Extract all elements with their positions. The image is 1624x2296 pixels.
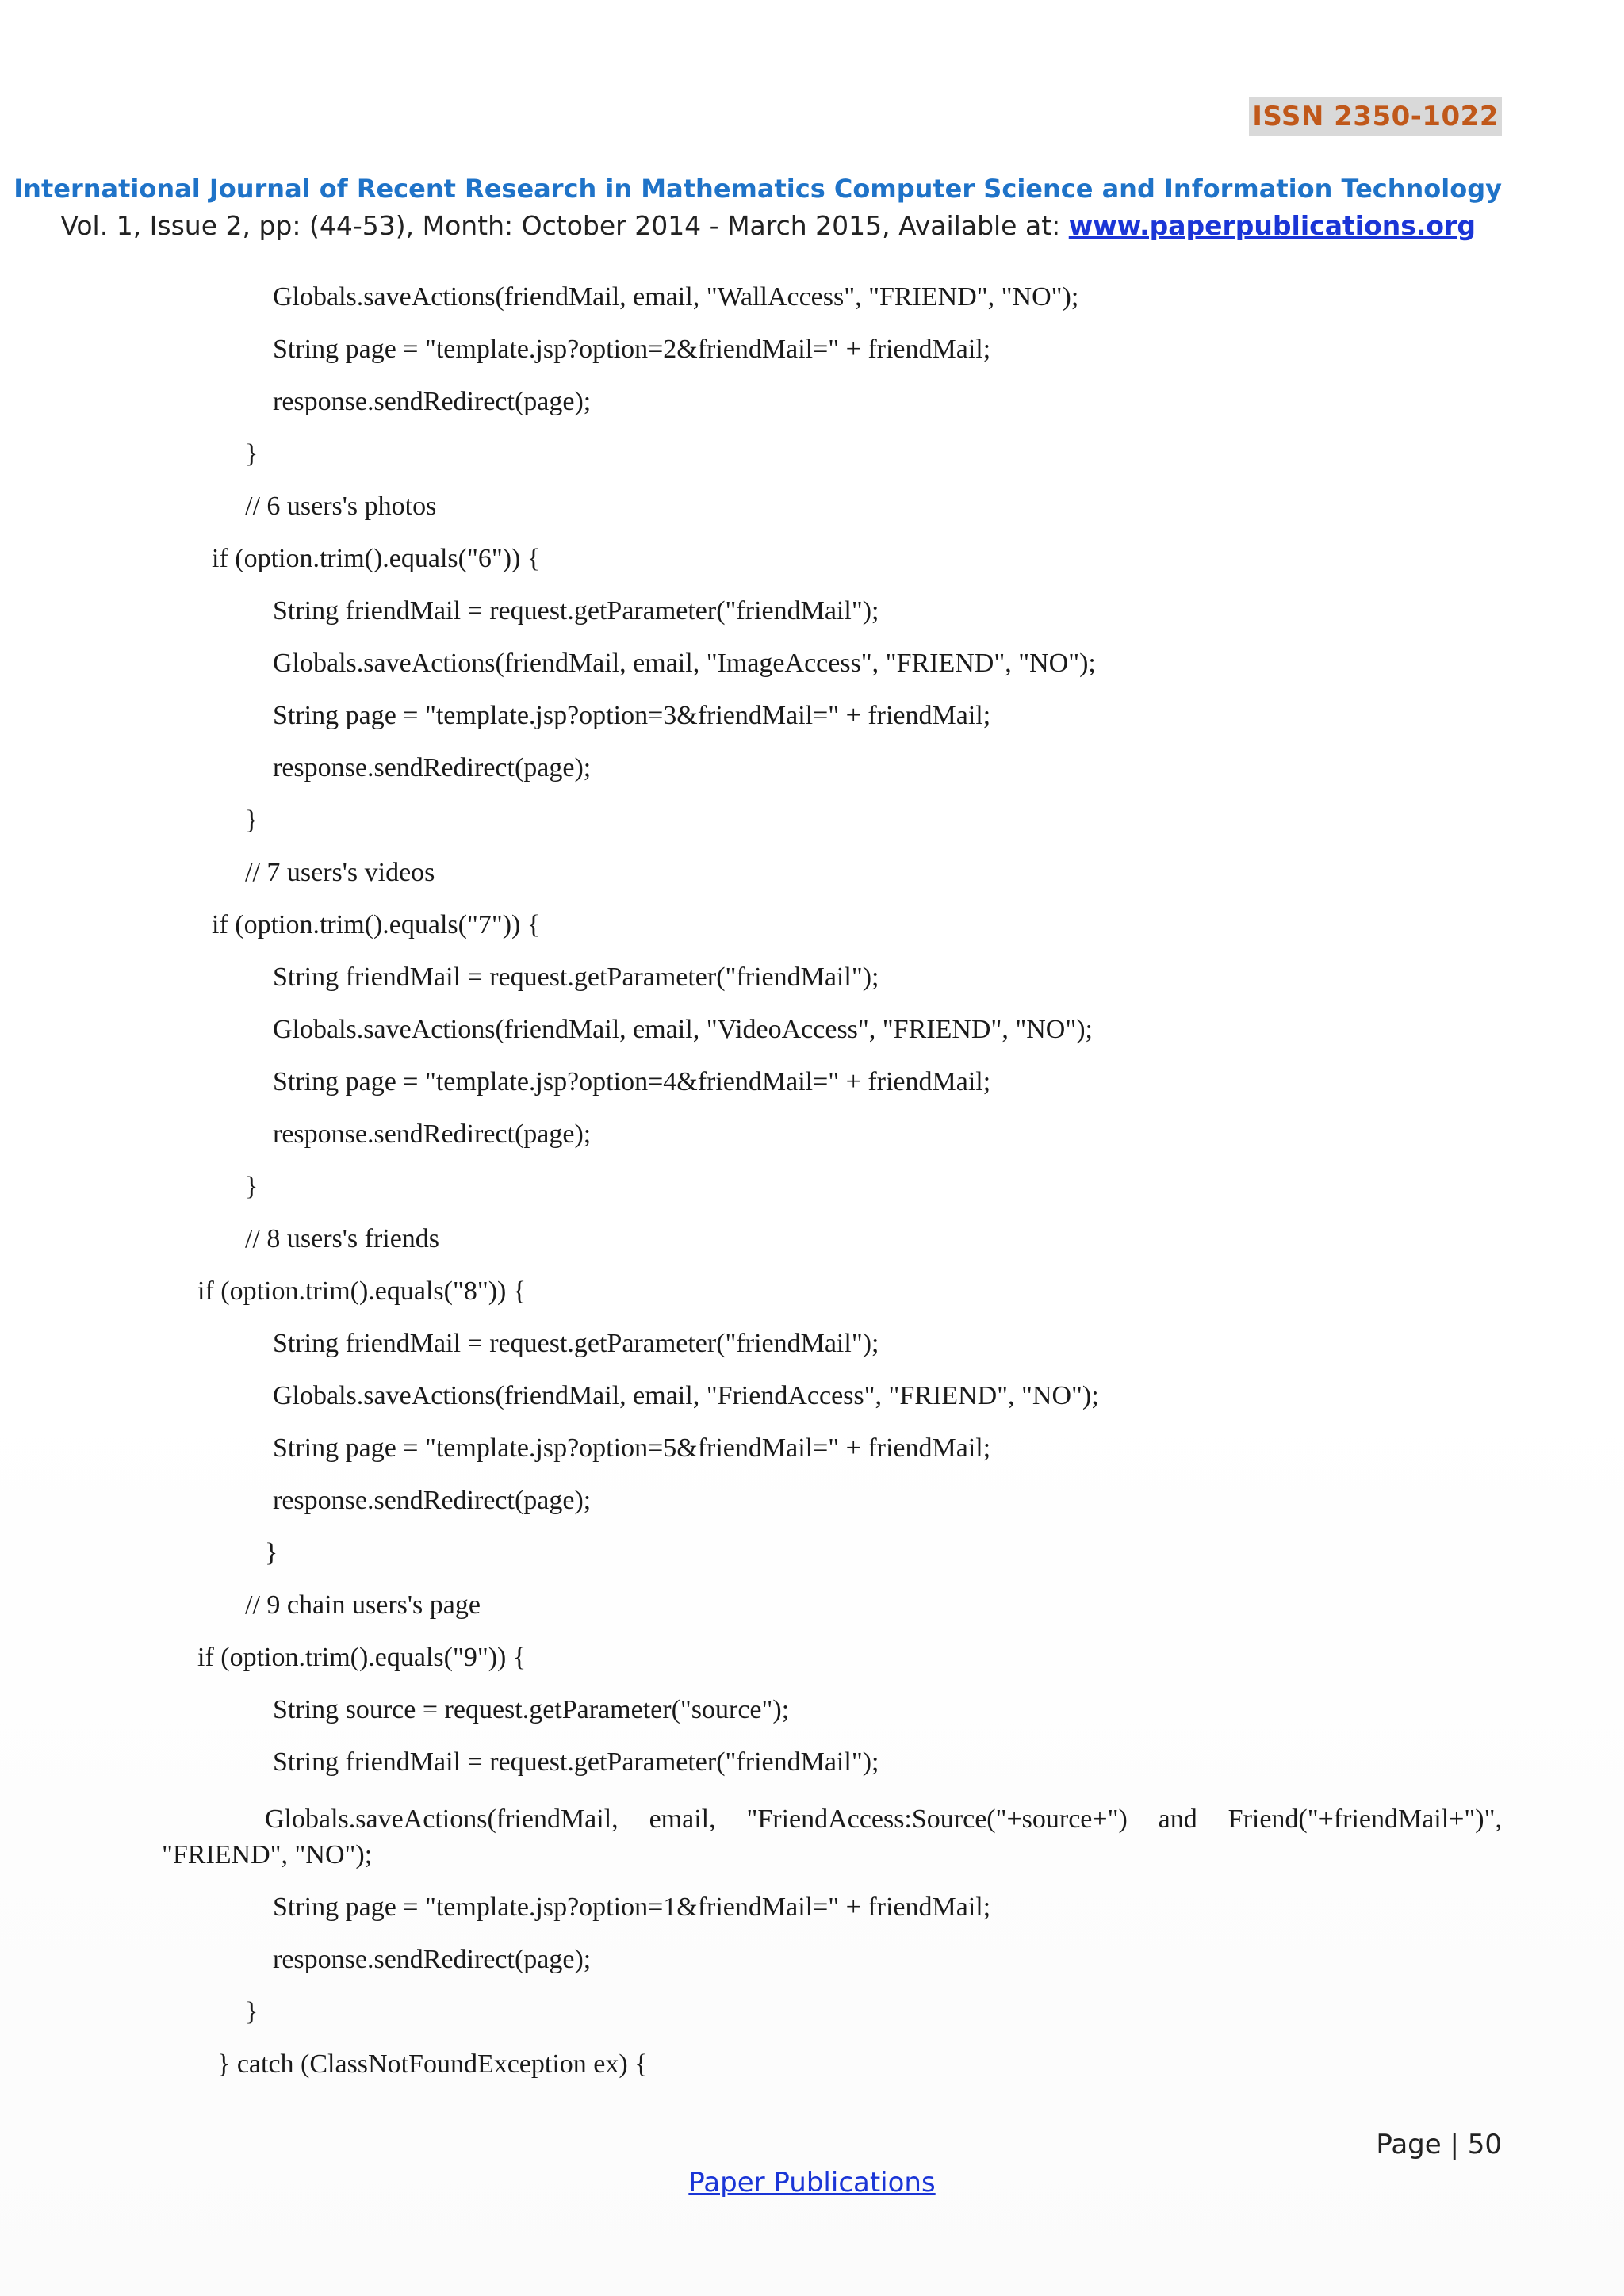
code-comment: // 6 users's photos [245, 492, 437, 521]
code-line: } [245, 1172, 259, 1201]
code-line: if (option.trim().equals("8")) { [197, 1276, 527, 1306]
code-line: } catch (ClassNotFoundException ex) { [217, 2049, 648, 2079]
code-token: email, [649, 1804, 716, 1834]
code-line: String friendMail = request.getParameter("friendMail"); [273, 596, 879, 626]
code-line: Globals.saveActions(friendMail, email, "FriendAccess", "FRIEND", "NO"); [273, 1381, 1099, 1410]
code-line: String page = "template.jsp?option=1&friendMail=" + friendMail; [273, 1892, 991, 1922]
wrapped-code-continuation: "FRIEND", "NO"); [162, 1840, 373, 1869]
issn-label: ISSN 2350-1022 [1249, 97, 1502, 136]
code-line: String page = "template.jsp?option=5&friendMail=" + friendMail; [273, 1433, 991, 1463]
code-token: Globals.saveActions(friendMail, [265, 1804, 619, 1834]
code-line: String friendMail = request.getParameter("friendMail"); [273, 962, 879, 992]
code-line: } [245, 1997, 259, 2026]
code-line: response.sendRedirect(page); [273, 1119, 592, 1149]
page-number: Page | 50 [1376, 2129, 1502, 2160]
code-line: String source = request.getParameter("source"); [273, 1695, 790, 1724]
volume-info-text: Vol. 1, Issue 2, pp: (44-53), Month: October 2014 - March 2015, Available at: [60, 210, 1069, 241]
code-line: String page = "template.jsp?option=4&friendMail=" + friendMail; [273, 1067, 991, 1096]
journal-title: International Journal of Recent Research in Mathematics Computer Science and Information Technology [13, 174, 1502, 204]
code-line: String friendMail = request.getParameter("friendMail"); [273, 1329, 879, 1358]
code-line: } [265, 1538, 278, 1567]
code-line: if (option.trim().equals("6")) { [212, 544, 541, 573]
code-line: response.sendRedirect(page); [273, 753, 592, 783]
code-line: Globals.saveActions(friendMail, email, "WallAccess", "FRIEND", "NO"); [273, 282, 1079, 312]
website-link[interactable]: www.paperpublications.org [1068, 210, 1476, 241]
code-comment: // 7 users's videos [245, 858, 435, 887]
footer [0, 2164, 1624, 2201]
code-token: Friend("+friendMail+")", [1228, 1804, 1502, 1834]
code-token: "FriendAccess:Source("+source+") [746, 1804, 1128, 1834]
code-line: if (option.trim().equals("7")) { [212, 910, 541, 939]
code-line: response.sendRedirect(page); [273, 1945, 592, 1974]
publisher-link[interactable]: Paper Publications [688, 2167, 936, 2198]
code-comment: // 9 chain users's page [245, 1590, 481, 1620]
code-line: response.sendRedirect(page); [273, 387, 592, 416]
code-line: Globals.saveActions(friendMail, email, "VideoAccess", "FRIEND", "NO"); [273, 1015, 1093, 1044]
code-line: String page = "template.jsp?option=3&friendMail=" + friendMail; [273, 701, 991, 730]
code-line: Globals.saveActions(friendMail, email, "ImageAccess", "FRIEND", "NO"); [273, 649, 1096, 678]
code-line: String page = "template.jsp?option=2&friendMail=" + friendMail; [273, 335, 991, 364]
code-line: if (option.trim().equals("9")) { [197, 1643, 527, 1672]
code-line: String friendMail = request.getParameter("friendMail"); [273, 1747, 879, 1777]
code-line: } [245, 806, 259, 835]
code-line: response.sendRedirect(page); [273, 1486, 592, 1515]
code-comment: // 8 users's friends [245, 1224, 440, 1253]
wrapped-code-line [265, 1804, 1502, 1835]
code-line: } [245, 439, 259, 469]
code-token: and [1158, 1804, 1197, 1834]
